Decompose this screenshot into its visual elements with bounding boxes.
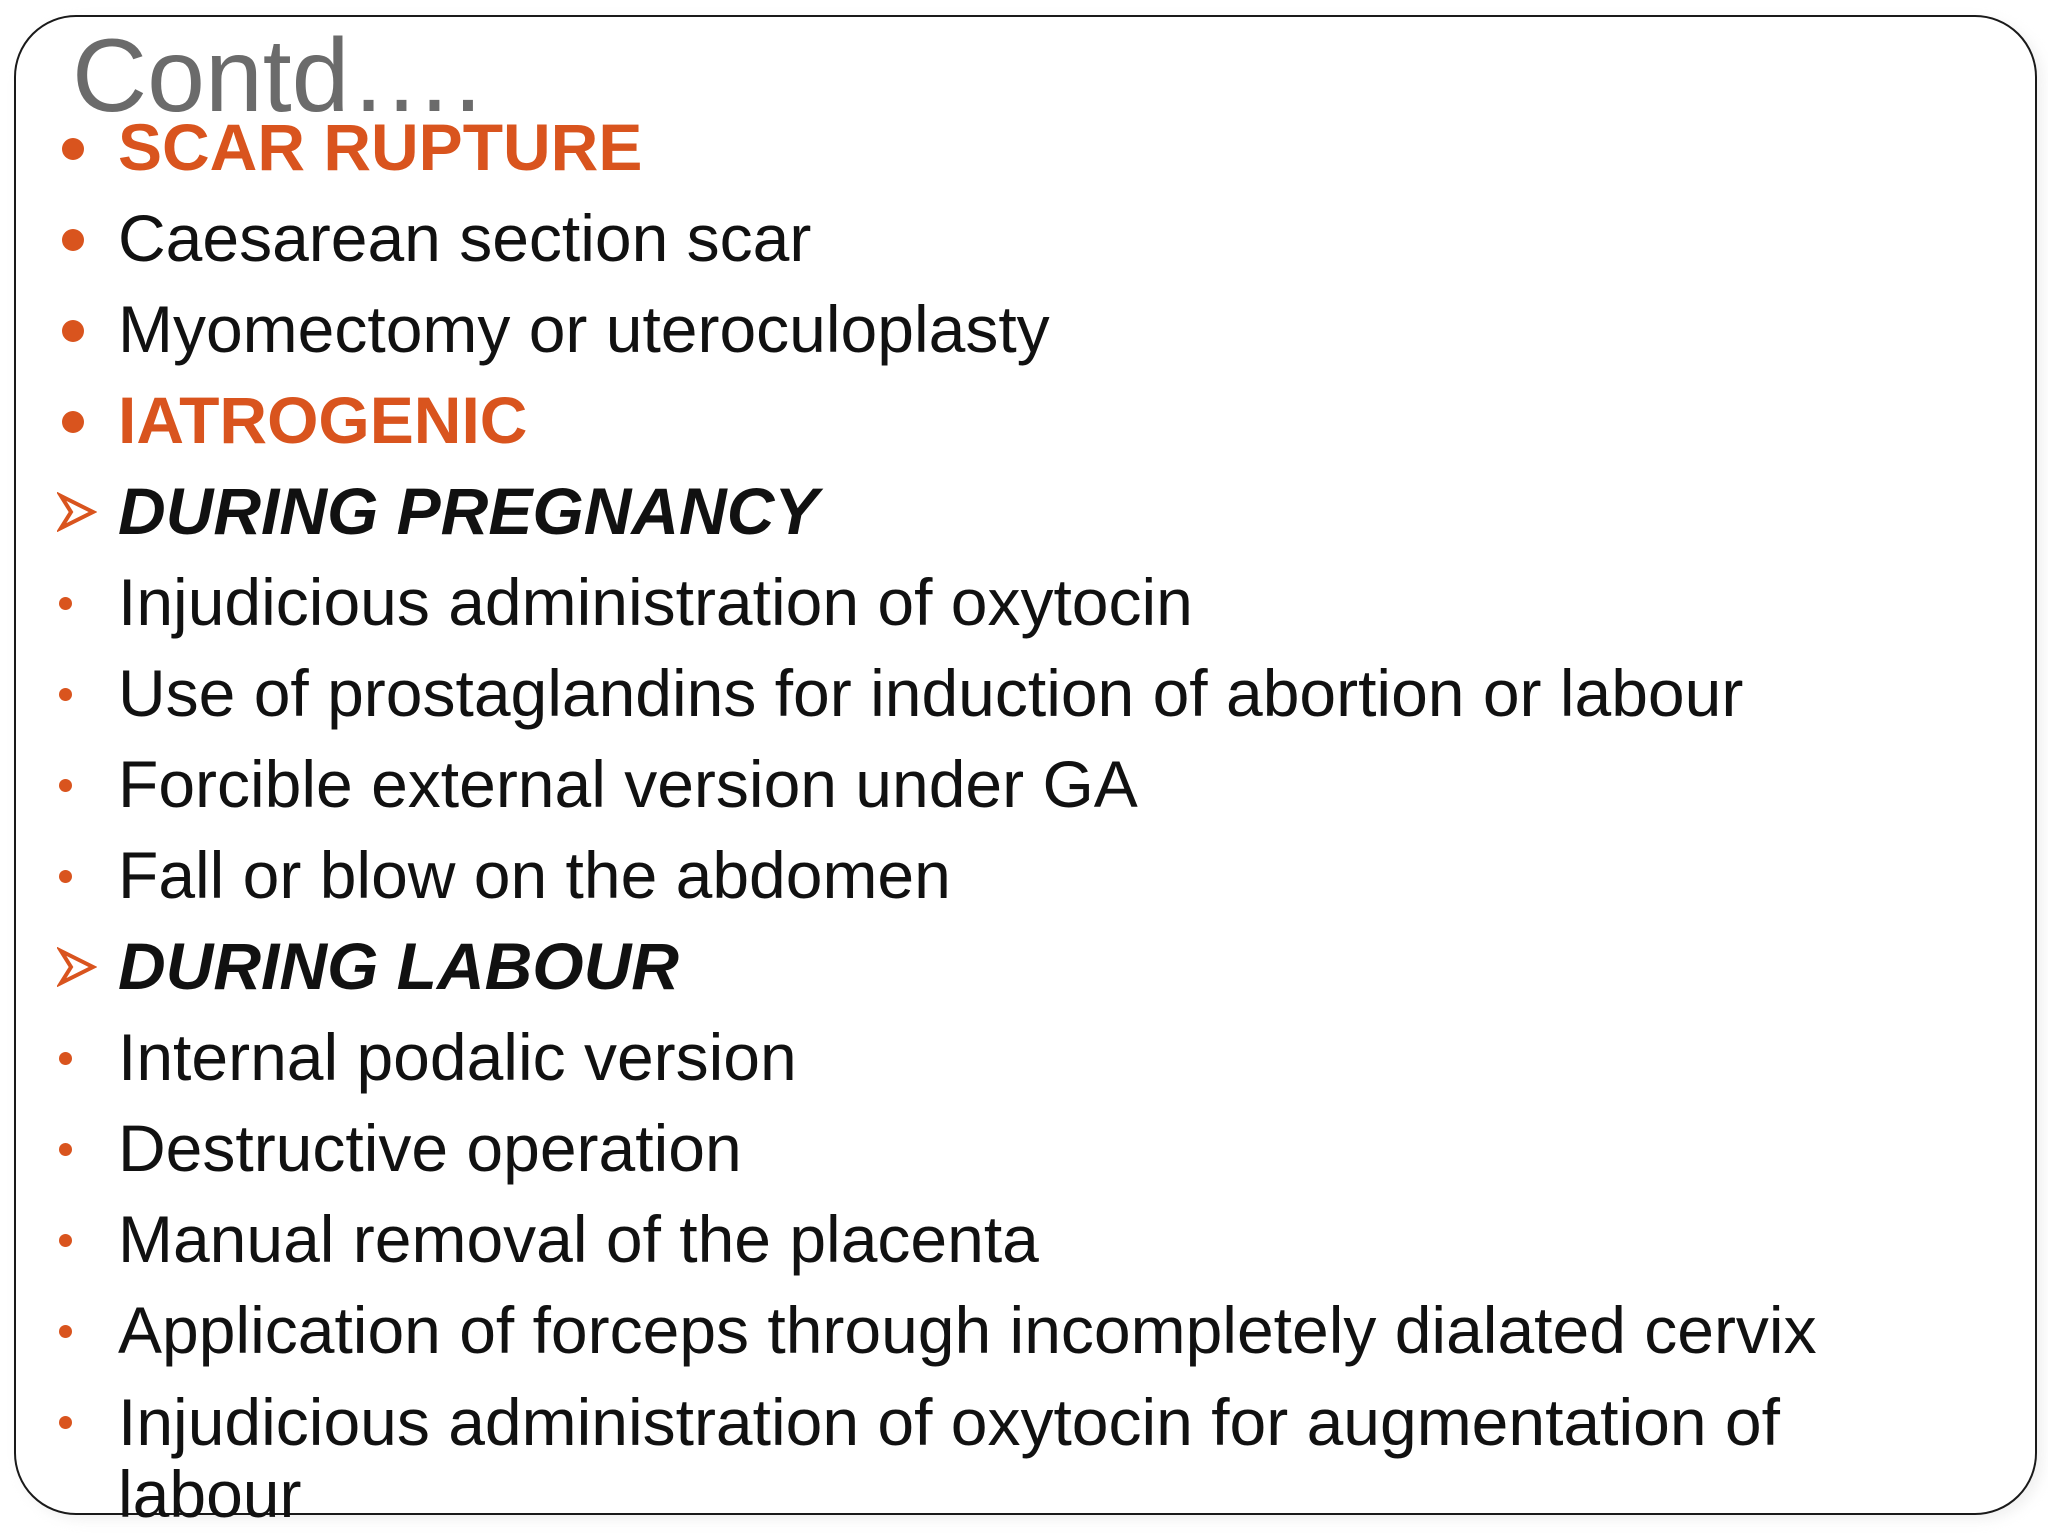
list-item	[0, 557, 2000, 648]
bullet-dot-icon	[59, 1416, 72, 1429]
list-item-text: Forcible external version under GA	[118, 747, 1138, 821]
bullet-dot-icon	[62, 229, 84, 251]
list-item-text: Destructive operation	[118, 1111, 742, 1185]
list-item	[0, 830, 2000, 921]
list-item	[0, 739, 2000, 830]
list-item	[0, 193, 2000, 284]
bullet-dot-icon	[59, 1052, 72, 1065]
heading-scar-rupture: SCAR RUPTURE	[118, 110, 643, 184]
list-item	[0, 1376, 2000, 1536]
bullet-dot-icon	[59, 597, 72, 610]
arrow-bullet-icon	[57, 492, 97, 532]
slide-title: Contd….	[72, 18, 483, 134]
list-item	[0, 648, 2000, 739]
list-item-during-pregnancy	[0, 466, 2000, 557]
list-item-during-labour	[0, 921, 2000, 1012]
bullet-dot-icon	[59, 1234, 72, 1247]
bullet-dot-icon	[59, 688, 72, 701]
list-item	[0, 1012, 2000, 1103]
list-item	[0, 1103, 2000, 1194]
list-item	[0, 1194, 2000, 1285]
list-item-text: Use of prostaglandins for induction of abortion or labour	[118, 656, 1744, 730]
list-item	[0, 284, 2000, 375]
bullet-dot-icon	[62, 411, 84, 433]
arrow-bullet-icon	[57, 947, 97, 987]
list-item-text: Injudicious administration of oxytocin for augmentation of labour	[118, 1385, 1780, 1531]
list-item-text: Application of forceps through incompletely dialated cervix	[118, 1293, 1817, 1367]
heading-iatrogenic: IATROGENIC	[118, 383, 528, 457]
subheading-during-labour: DURING LABOUR	[118, 929, 679, 1003]
bullet-dot-icon	[62, 320, 84, 342]
list-item-scar-rupture	[0, 102, 2000, 193]
subheading-during-pregnancy: DURING PREGNANCY	[118, 474, 819, 548]
list-item-text: Manual removal of the placenta	[118, 1202, 1039, 1276]
bullet-dot-icon	[59, 1325, 72, 1338]
bullet-dot-icon	[59, 870, 72, 883]
list-item-text: Internal podalic version	[118, 1020, 797, 1094]
list-item-text: Injudicious administration of oxytocin	[118, 565, 1193, 639]
bullet-dot-icon	[59, 779, 72, 792]
list-item-text: Fall or blow on the abdomen	[118, 838, 951, 912]
list-item-text: Myomectomy or uteroculoplasty	[118, 292, 1050, 366]
list-item-text: Caesarean section scar	[118, 201, 812, 275]
list-item	[0, 1285, 2000, 1376]
bullet-dot-icon	[59, 1143, 72, 1156]
bullet-dot-icon	[62, 138, 84, 160]
list-item-iatrogenic	[0, 375, 2000, 466]
